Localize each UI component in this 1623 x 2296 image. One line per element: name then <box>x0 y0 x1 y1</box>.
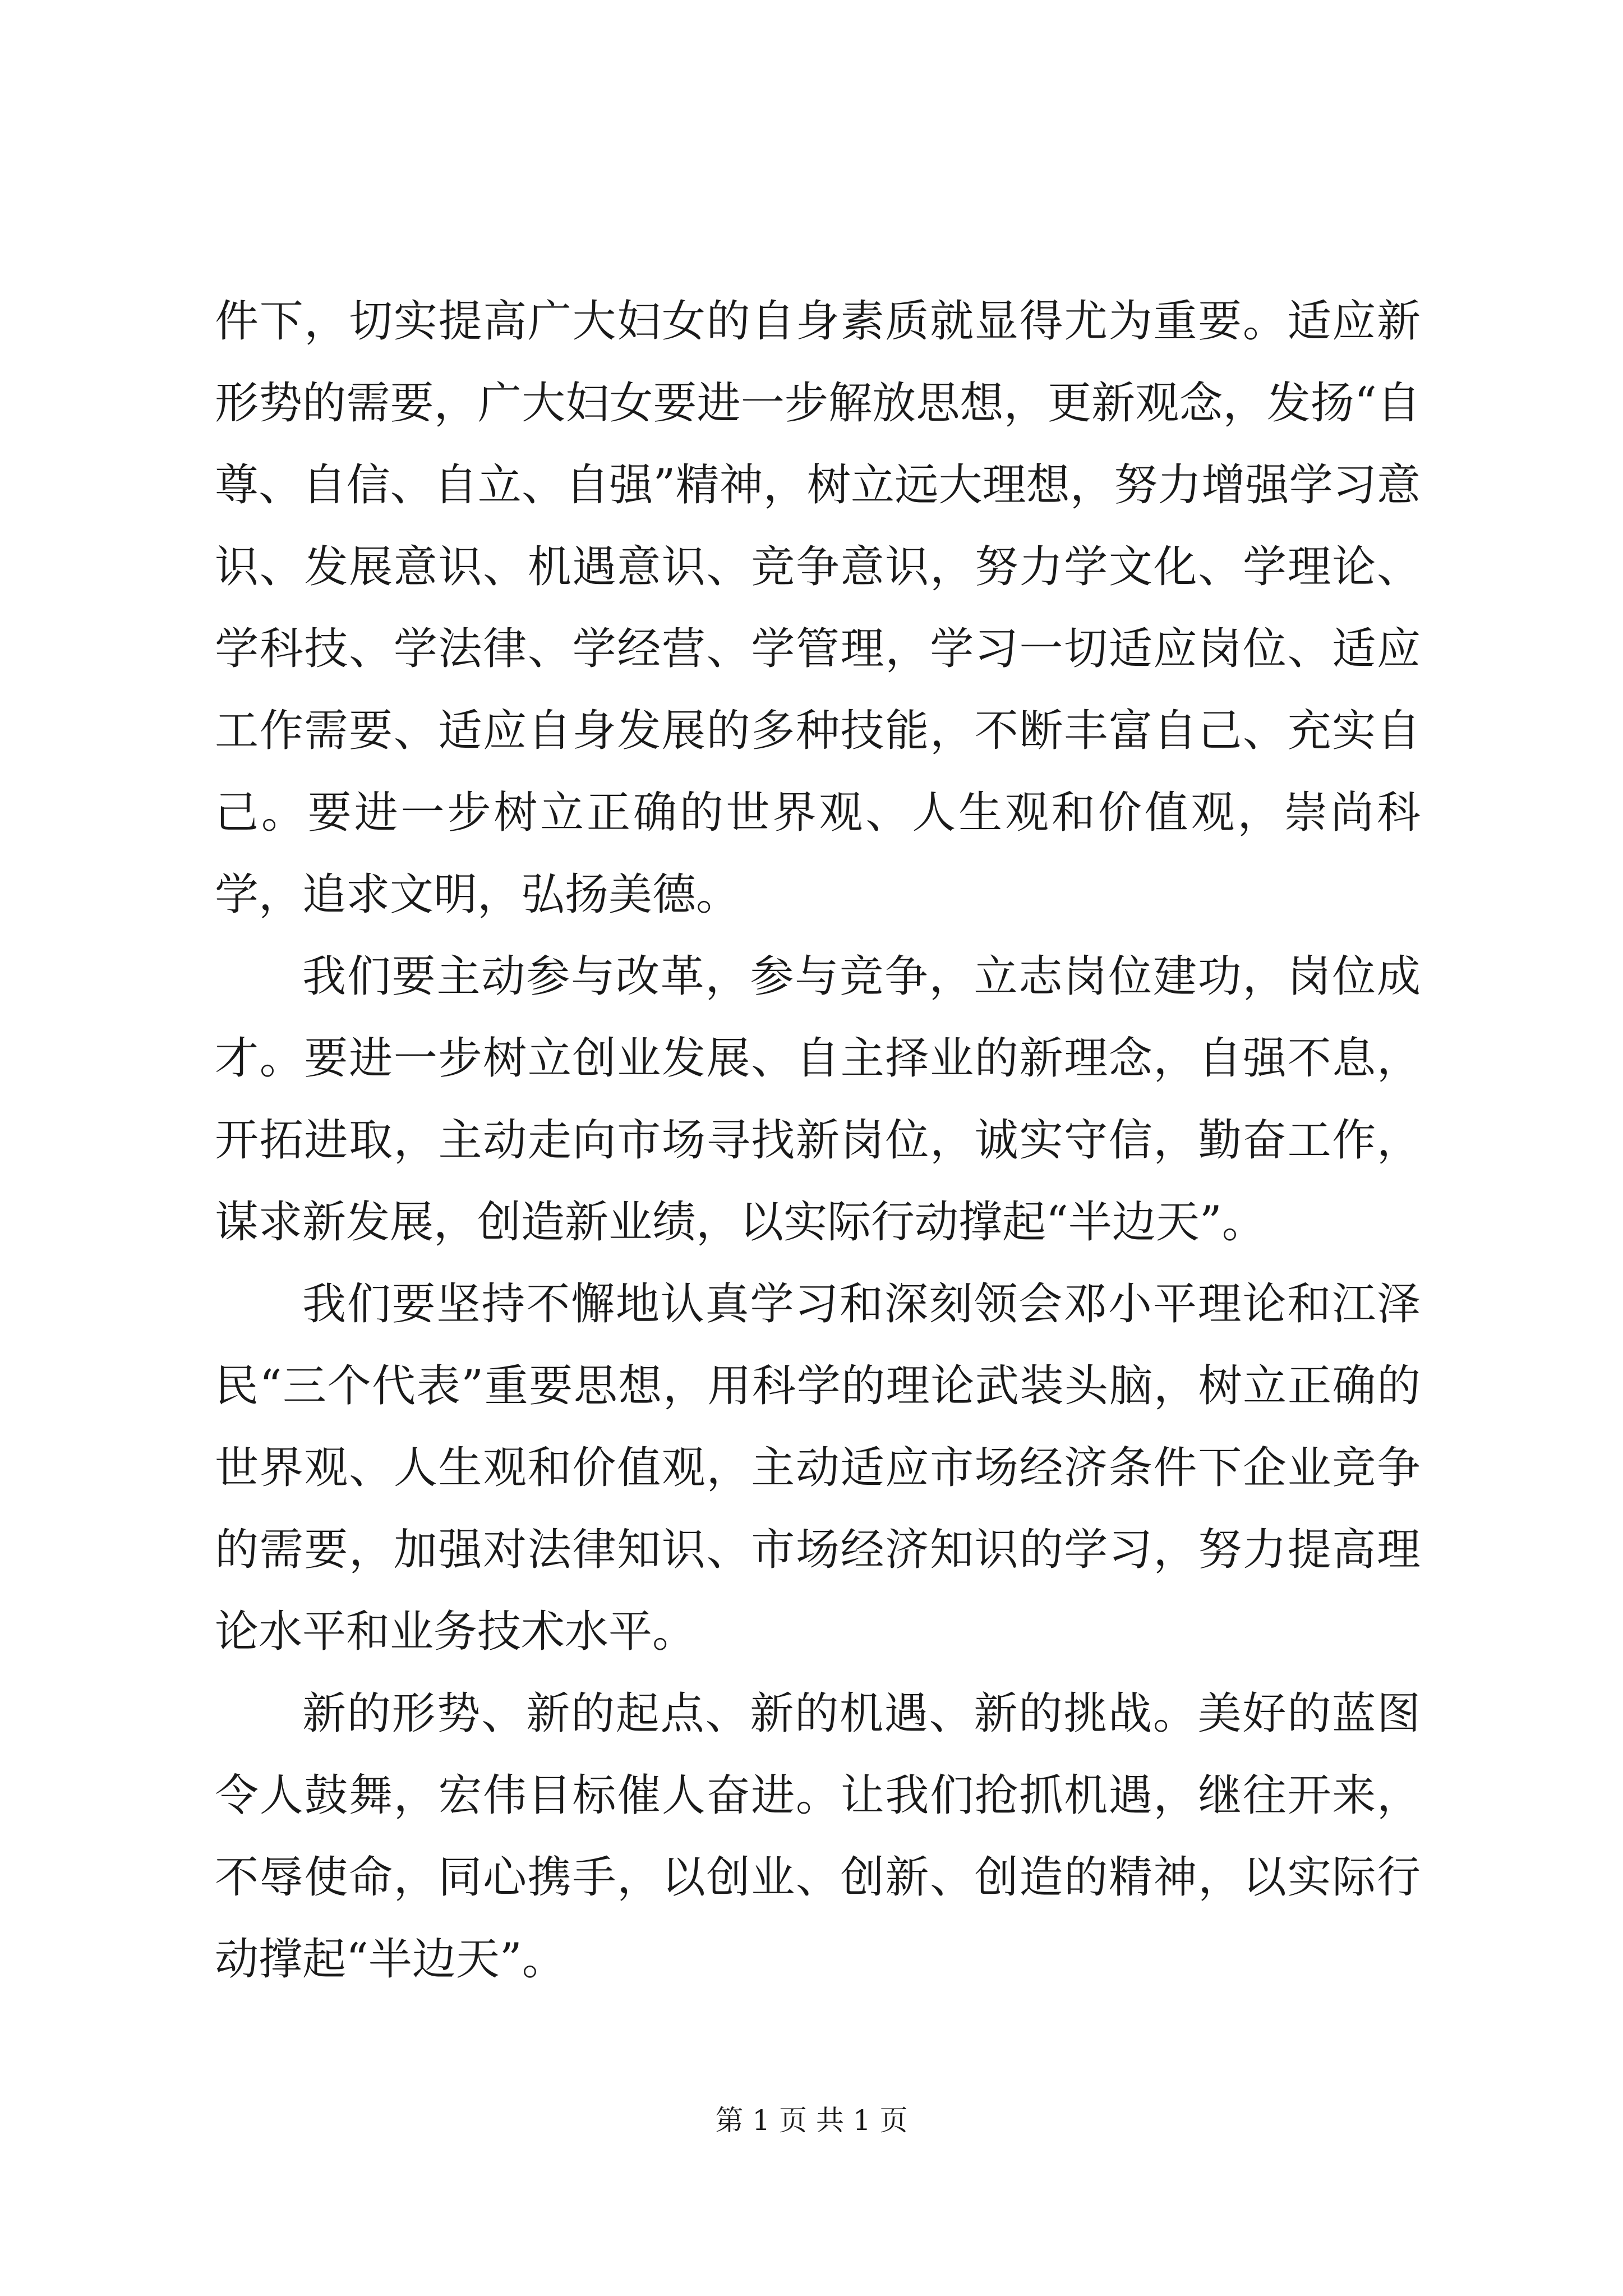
page-number-footer: 第 1 页 共 1 页 <box>715 2104 908 2137</box>
paragraph-2: 我们要主动参与改革，参与竞争，立志岗位建功，岗位成才。要进一步树立创业发展、自主择业的新理念，自强不息，开拓进取，主动走向市场寻找新岗位，诚实守信，勤奋工作，谋求新发展，创造新业绩，以实际行动撑起“半边天”。 <box>215 951 1421 1248</box>
document-body <box>215 280 1421 2000</box>
paragraph-4: 新的形势、新的起点、新的机遇、新的挑战。美好的蓝图令人鼓舞，宏伟目标催人奋进。让我们抢抓机遇，继往开来，不辱使命，同心携手，以创业、创新、创造的精神，以实际行动撑起“半边天”。 <box>215 1688 1421 1985</box>
paragraph-3: 我们要坚持不懈地认真学习和深刻领会邓小平理论和江泽民“三个代表”重要思想，用科学的理论武装头脑，树立正确的世界观、人生观和价值观，主动适应市场经济条件下企业竞争的需要，加强对法律知识、市场经济知识的学习，努力提高理论水平和业务技术水平。 <box>215 1279 1421 1657</box>
paragraph-1: 件下，切实提高广大妇女的自身素质就显得尤为重要。适应新形势的需要，广大妇女要进一步解放思想，更新观念，发扬“自尊、自信、自立、自强”精神，树立远大理想，努力增强学习意识、发展意识、机遇意识、竞争意识，努力学文化、学理论、学科技、学法律、学经营、学管理，学习一切适应岗位、适应工作需要、适应自身发展的多种技能，不断丰富自己、充实自己。要进一步树立正确的世界观、人生观和价值观，崇尚科学，追求文明，弘扬美德。 <box>215 296 1421 920</box>
